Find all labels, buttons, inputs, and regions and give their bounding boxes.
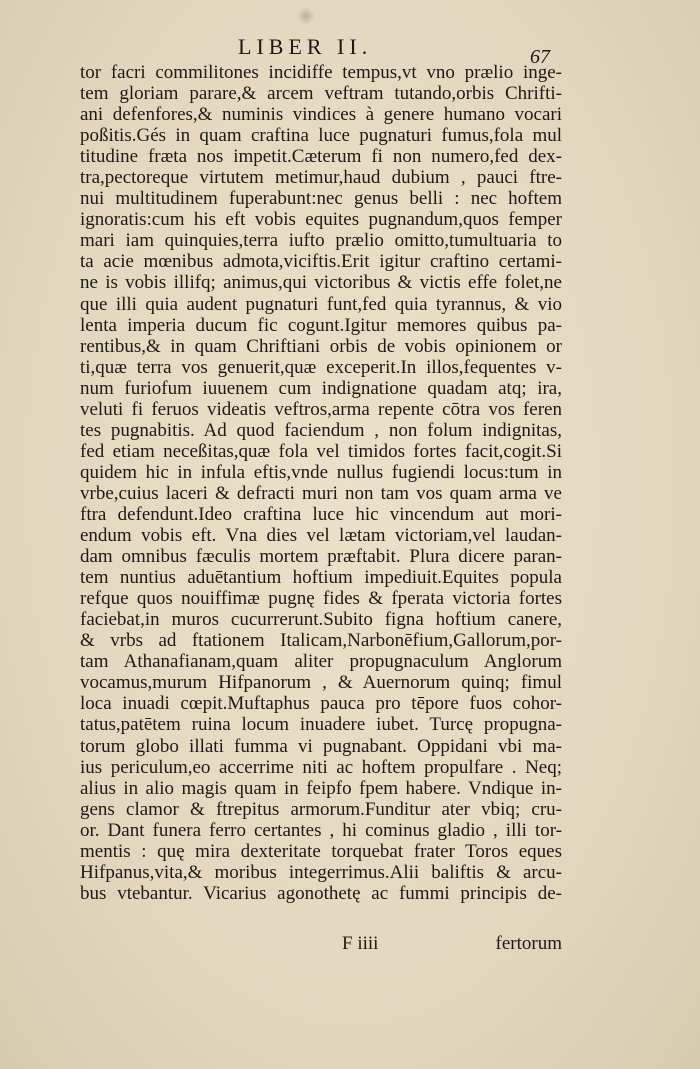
running-head: LIBER II.: [238, 34, 373, 59]
text-line: mentis : quę mira dexteritate torquebat frater Toros eques: [80, 840, 562, 862]
text-line: ti,quæ terra vos genuerit,quæ exceperit.In illos,fequentes v-: [80, 356, 562, 378]
page-footer: [80, 933, 562, 957]
text-line: num furiofum iuuenem cum indignatione quadam atq; ira,: [80, 377, 562, 399]
catchword: fertorum: [495, 933, 562, 954]
text-line: Hifpanus,vita,& moribus integerrimus.Alii baliftis & arcu-: [80, 861, 562, 883]
text-line: tatus,patētem ruina locum inuadere iubet. Turcę propugna-: [80, 714, 562, 736]
text-line: vrbe,cuius laceri & defracti muri non tam vos quam arma ve: [80, 482, 562, 504]
text-line: alius in alio magis quam in feipfo fpem habere. Vndique in-: [80, 777, 562, 799]
text-line: poßitis.Gés in quam craftina luce pugnaturi fumus,fola mul: [80, 125, 562, 147]
text-line: tem nuntius aduētantium hoftium impediuit.Equites popula: [80, 567, 562, 589]
text-line: veluti fi feruos videatis veftros,arma repente cōtra vos feren: [80, 398, 562, 420]
text-line: torum globo illati fumma vi pugnabant. Oppidani vbi ma-: [80, 735, 562, 757]
text-line: endum vobis eft. Vna dies vel lætam victoriam,vel laudan-: [80, 525, 562, 547]
signature-mark: F iiii: [342, 933, 379, 954]
text-line: vocamus,murum Hifpanorum , & Auernorum quinq; fimul: [80, 672, 562, 694]
text-line: ta acie mœnibus admota,viciftis.Erit igitur craftino certami-: [80, 251, 562, 273]
text-line: rentibus,& in quam Chriftiani orbis de vobis opinionem or: [80, 335, 562, 357]
text-line: mari iam quinquies,terra iufto prælio omitto,tumultuaria to: [80, 230, 562, 252]
text-line: que illi quia audent pugnaturi funt,fed quia tyrannus, & vio: [80, 293, 562, 315]
text-line: fed etiam neceßitas,quæ fola vel timidos fortes facit,cogit.Si: [80, 440, 562, 462]
text-line: titudine fræta nos impetit.Cæterum fi non numero,fed dex-: [80, 146, 562, 168]
text-line: lenta imperia ducum fic cogunt.Igitur memores quibus pa-: [80, 314, 562, 336]
text-line: bus vtebantur. Vicarius agonothetę ac fummi principis de-: [80, 882, 562, 904]
text-line: quidem hic in infula eftis,vnde nullus fugiendi locus:tum in: [80, 461, 562, 483]
text-line: ftra defendunt.Ideo craftina luce hic vincendum aut mori-: [80, 503, 562, 525]
text-line: gens clamor & ftrepitus armorum.Funditur ater vbiq; cru-: [80, 798, 562, 820]
text-line: tam Athanafianam,quam aliter propugnaculum Anglorum: [80, 651, 562, 673]
text-line: & vrbs ad ftationem Italicam,Narbonēfium,Gallorum,por-: [80, 630, 562, 652]
text-line: tes pugnabitis. Ad quod faciendum , non folum indignitas,: [80, 419, 562, 441]
text-line: ignoratis:cum his eft vobis equites pugnandum,quos femper: [80, 209, 562, 231]
text-line: loca inuadi cœpit.Muftaphus pauca pro tēpore fuos cohor-: [80, 693, 562, 715]
page-number: 67: [530, 46, 550, 68]
text-line: tem gloriam parare,& arcem veftram tutando,orbis Chrifti-: [80, 83, 562, 105]
text-line: ius periculum,eo accerrime niti ac hoftem propulfare . Neq;: [80, 756, 562, 778]
paper-stain: [296, 8, 316, 24]
text-line: or. Dant funera ferro certantes , hi cominus gladio , illi tor-: [80, 819, 562, 841]
text-line: nui multitudinem fuperabunt:nec genus belli : nec hoftem: [80, 188, 562, 210]
text-line: dam omnibus fæculis mortem præftabit. Plura dicere paran-: [80, 546, 562, 568]
text-block: [80, 62, 562, 904]
text-line: faciebat,in muros cucurrerunt.Subito figna hoftium canere,: [80, 609, 562, 631]
text-line: tra,pectoreque virtutem metimur,haud dubium , pauci ftre-: [80, 167, 562, 189]
text-line: tor facri commilitones incidiffe tempus,vt vno prælio inge-: [80, 62, 562, 83]
text-line: ani defenfores,& numinis vindices à genere humano vocari: [80, 104, 562, 126]
text-line: ne is vobis illifq; animus,qui victoribus & victis effe folet,ne: [80, 272, 562, 294]
text-line: refque quos nouiffimæ pugnę fides & fperata victoria fortes: [80, 588, 562, 610]
